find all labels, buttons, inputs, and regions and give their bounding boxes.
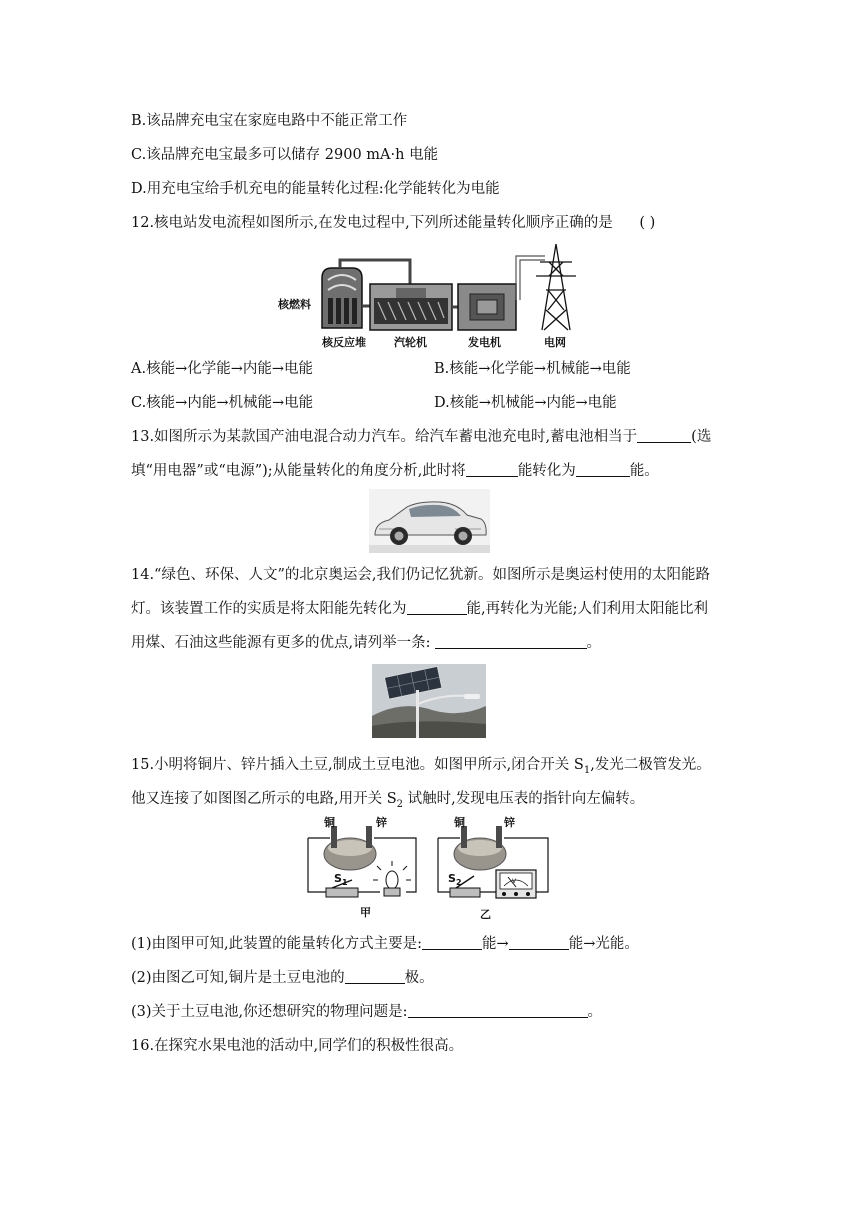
led-icon <box>373 861 411 896</box>
q15-part-1 <box>131 934 639 954</box>
generator-label: 发电机 <box>468 336 501 349</box>
zinc-label-jia: 锌 <box>376 816 387 829</box>
q15-text-1a: 15.小明将铜片、锌片插入土豆,制成土豆电池。如图甲所示,闭合开关 S <box>131 757 584 773</box>
circuit-yi <box>438 826 548 898</box>
zinc-plate <box>366 826 372 848</box>
q12-stem-text: 12.核电站发电流程如图所示,在发电过程中,下列所述能量转化顺序正确的是 <box>131 215 613 231</box>
fuel-label: 核燃料 <box>278 298 311 311</box>
hybrid-car-photo <box>369 489 490 553</box>
q12-option-c: C.核能→内能→机械能→电能 <box>131 395 314 411</box>
copper-label-jia: 铜 <box>324 816 335 829</box>
answer-blank <box>466 462 518 477</box>
q15-p3-text-a: (3)关于土豆电池,你还想研究的物理问题是: <box>131 1004 408 1020</box>
q13-text-2c: 能。 <box>629 463 659 479</box>
q14-line-3 <box>131 633 601 653</box>
reactor-icon <box>322 268 362 328</box>
q12-option-b: B.核能→化学能→机械能→电能 <box>434 361 631 377</box>
q11-option-b: B.该品牌充电宝在家庭电路中不能正常工作 <box>131 113 408 129</box>
s2-label: $S_2$ <box>448 872 462 887</box>
power-tower-icon <box>536 244 576 330</box>
q14-text-3a: 用煤、石油这些能源有更多的优点,请列举一条: <box>131 635 431 651</box>
q13-text-1b: (选 <box>691 429 712 445</box>
nuclear-plant-diagram <box>270 240 590 352</box>
copper-plate <box>331 826 337 848</box>
q15-sub-1: 1 <box>583 764 591 776</box>
q15-p1-text-b: 能→ <box>482 936 509 952</box>
turbine-icon <box>370 284 452 330</box>
q14-text-2b: 能,再转化为光能;人们利用太阳能比利 <box>466 601 708 617</box>
turbine-label: 汽轮机 <box>394 336 427 349</box>
q13-text-2: 填“用电器”或“电源”);从能量转化的角度分析,此时将 <box>131 463 466 479</box>
q15-sub-2: 2 <box>396 798 404 810</box>
q15-text-2b: 试触时,发现电压表的指针向左偏转。 <box>403 791 645 807</box>
q15-line-2 <box>131 789 644 815</box>
q15-p1-text-c: 能→光能。 <box>568 936 639 952</box>
answer-blank <box>345 969 405 984</box>
q14-line-1: 14.“绿色、环保、人文”的北京奥运会,我们仍记忆犹新。如图所示是奥运村使用的太阳能路 <box>131 567 710 583</box>
reactor-label: 核反应堆 <box>322 336 366 349</box>
q13-text-1: 13.如图所示为某款国产油电混合动力汽车。给汽车蓄电池充电时,蓄电池相当于 <box>131 429 638 445</box>
q15-text-1b: ,发光二极管发光。 <box>590 757 711 773</box>
potato-battery-diagram <box>300 814 560 922</box>
zinc-plate <box>496 826 502 848</box>
q13-line-2 <box>131 461 659 481</box>
q12-answer-paren: ( ) <box>639 215 656 231</box>
answer-blank <box>435 634 587 649</box>
q14-text-3b: 。 <box>586 635 601 651</box>
answer-blank <box>637 428 691 443</box>
answer-blank <box>509 935 569 950</box>
solar-streetlight-photo <box>372 664 486 738</box>
q13-line-1 <box>131 427 711 447</box>
q12-option-d: D.核能→机械能→内能→电能 <box>434 395 617 411</box>
q13-text-2b: 能转化为 <box>517 463 576 479</box>
q15-part-2 <box>131 968 434 988</box>
copper-label-yi: 铜 <box>454 816 465 829</box>
fig-yi-label: 乙 <box>480 908 491 921</box>
q16-stem: 16.在探究水果电池的活动中,同学们的积极性很高。 <box>131 1038 464 1054</box>
answer-blank <box>422 935 482 950</box>
grid-label: 电网 <box>544 336 566 349</box>
q15-p3-text-b: 。 <box>587 1004 603 1020</box>
q15-part-3 <box>131 1002 602 1022</box>
q12-option-a: A.核能→化学能→内能→电能 <box>131 361 314 377</box>
s1-label: $S_1$ <box>334 872 348 887</box>
zinc-label-yi: 锌 <box>504 816 515 829</box>
copper-plate <box>461 826 467 848</box>
q15-p2-text-b: 极。 <box>404 970 434 986</box>
q15-p2-text-a: (2)由图乙可知,铜片是土豆电池的 <box>131 970 345 986</box>
svg-text:V: V <box>512 878 517 885</box>
answer-blank <box>407 600 467 615</box>
voltmeter-icon <box>496 870 536 898</box>
q15-line-1 <box>131 755 711 781</box>
q14-line-2 <box>131 599 708 619</box>
q15-p1-text-a: (1)由图甲可知,此装置的能量转化方式主要是: <box>131 936 423 952</box>
q12-stem <box>131 213 655 233</box>
q11-option-d: D.用充电宝给手机充电的能量转化过程:化学能转化为电能 <box>131 181 500 197</box>
q15-text-2a: 他又连接了如图图乙所示的电路,用开关 S <box>131 791 397 807</box>
answer-blank <box>576 462 630 477</box>
generator-icon <box>458 284 516 330</box>
q11-option-c: C.该品牌充电宝最多可以储存 2900 mA·h 电能 <box>131 147 439 163</box>
q14-text-2a: 灯。该装置工作的实质是将太阳能先转化为 <box>131 601 407 617</box>
answer-blank <box>408 1003 588 1018</box>
circuit-jia <box>308 826 416 897</box>
fig-jia-label: 甲 <box>360 906 371 919</box>
